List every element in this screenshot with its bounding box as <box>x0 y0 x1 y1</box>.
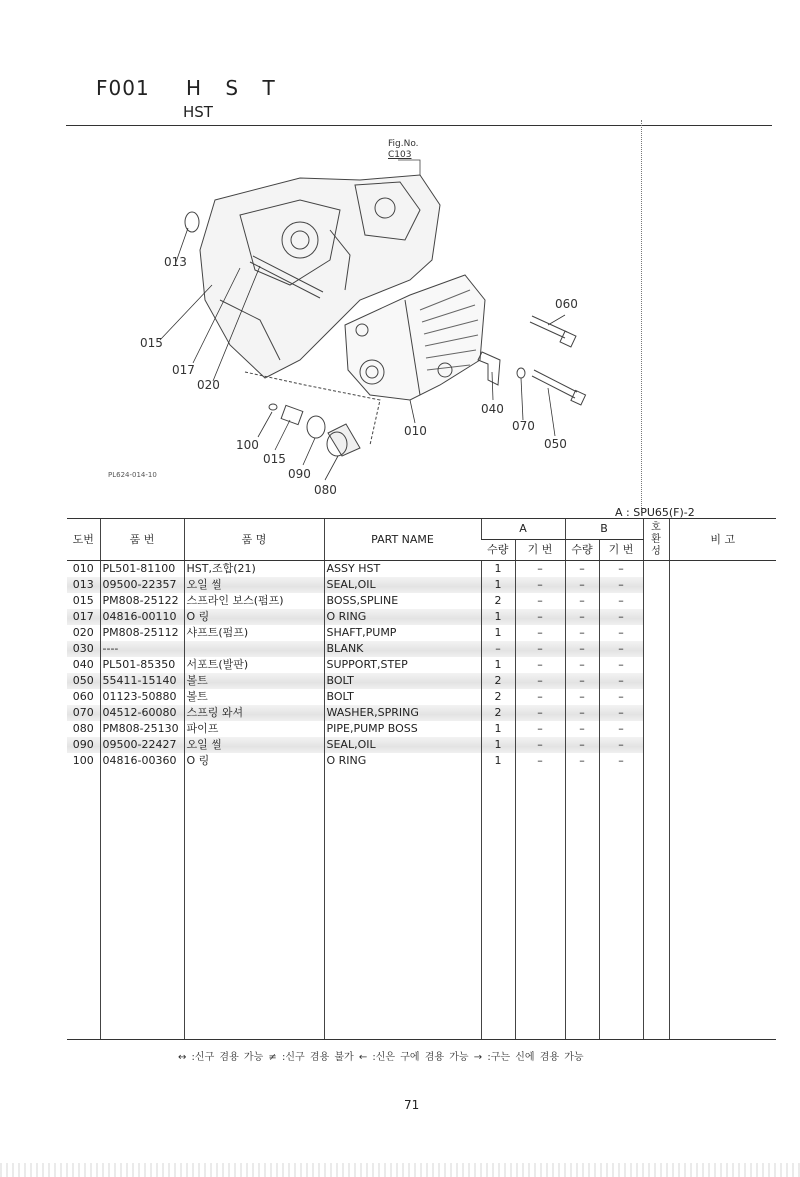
part-number-cell: PL501-85350 <box>100 657 184 673</box>
callout-090: 090 <box>288 467 311 481</box>
margin-dotted-line <box>641 120 642 512</box>
base-a-cell: – <box>515 609 565 625</box>
empty-cell <box>515 769 565 1040</box>
qty-a-cell: 2 <box>481 705 515 721</box>
base-b-cell: – <box>599 737 643 753</box>
qty-b-cell: – <box>565 561 599 578</box>
table-row <box>67 625 776 641</box>
remarks-cell <box>669 641 776 657</box>
qty-a-cell: 1 <box>481 609 515 625</box>
header-base-b: 기 번 <box>599 540 643 561</box>
ref-cell: 020 <box>72 626 94 639</box>
page-subtitle: HST <box>183 103 213 121</box>
table-row <box>67 721 776 737</box>
compat-cell <box>643 689 669 705</box>
qty-b-cell: – <box>565 593 599 609</box>
callout-060: 060 <box>555 297 578 311</box>
base-b-cell: – <box>599 561 643 578</box>
qty-a-cell: 1 <box>481 737 515 753</box>
ref-cell: 010 <box>72 562 94 575</box>
empty-cell <box>599 769 643 1040</box>
compat-cell <box>643 641 669 657</box>
callout-015: 015 <box>140 336 163 350</box>
remarks-cell <box>669 673 776 689</box>
support-step <box>478 352 500 385</box>
ref-cell: 090 <box>67 737 100 753</box>
scan-edge <box>0 1163 800 1177</box>
base-b-cell: – <box>599 593 643 609</box>
table-row <box>67 561 776 578</box>
qty-a-cell: 1 <box>481 625 515 641</box>
part-name-cell: SEAL,OIL <box>324 737 481 753</box>
parts-table <box>67 518 776 1040</box>
part-number-cell: 09500-22357 <box>100 577 184 593</box>
base-a-cell: – <box>515 641 565 657</box>
ref-cell: 013 <box>67 577 100 593</box>
part-name-cell: O RING <box>324 609 481 625</box>
empty-cell <box>100 769 184 1040</box>
base-a-cell: – <box>515 561 565 578</box>
korean-name-cell: 볼트 <box>184 689 324 705</box>
header-name-kr: 품 명 <box>184 519 324 561</box>
qty-b-cell: – <box>565 609 599 625</box>
qty-b-cell: – <box>565 657 599 673</box>
ref-cell: 017 <box>67 609 100 625</box>
compat-cell <box>643 625 669 641</box>
compat-cell <box>643 657 669 673</box>
header-group-a: A <box>481 519 565 540</box>
oil-seal-013 <box>185 212 199 232</box>
table-row <box>67 689 776 705</box>
callout-015-lower: 015 <box>263 452 286 466</box>
table-row <box>67 673 776 689</box>
page-number: 71 <box>404 1098 420 1112</box>
ref-cell: 040 <box>72 658 94 671</box>
base-b-cell: – <box>599 577 643 593</box>
header-base-a: 기 번 <box>515 540 565 561</box>
part-name-cell: PIPE,PUMP BOSS <box>324 721 481 737</box>
exploded-view-illustration <box>100 130 640 510</box>
callout-070: 070 <box>512 419 535 433</box>
remarks-cell <box>669 721 776 737</box>
compat-cell <box>643 577 669 593</box>
table-row <box>67 753 776 769</box>
remarks-cell <box>669 625 776 641</box>
korean-name-cell: 샤프트(펌프) <box>184 625 324 641</box>
callout-017: 017 <box>172 363 195 377</box>
base-a-cell: – <box>515 657 565 673</box>
header-remarks: 비 고 <box>669 519 776 561</box>
base-a-cell: – <box>515 689 565 705</box>
spring-washer <box>517 368 525 378</box>
base-b-cell: – <box>599 657 643 673</box>
compat-cell <box>643 737 669 753</box>
qty-a-cell: 2 <box>481 593 515 609</box>
remarks-cell <box>669 689 776 705</box>
callout-020: 020 <box>197 378 220 392</box>
part-number-cell: PL501-81100 <box>100 561 184 578</box>
compat-cell <box>643 721 669 737</box>
qty-b-cell: – <box>565 641 599 657</box>
empty-cell <box>643 769 669 1040</box>
remarks-cell <box>669 705 776 721</box>
korean-name-cell: 볼트 <box>184 673 324 689</box>
table-row <box>67 593 776 609</box>
table-row <box>67 577 776 593</box>
base-b-cell: – <box>599 641 643 657</box>
empty-cell <box>184 769 324 1040</box>
figure-number-label: Fig.No. <box>388 139 419 149</box>
plate-number: PL624-014-10 <box>108 471 157 479</box>
korean-name-cell: 스프라인 보스(펌프) <box>184 593 324 609</box>
korean-name-cell: O 링 <box>184 609 324 625</box>
korean-name-cell: 스프링 와셔 <box>184 705 324 721</box>
part-number-cell: 09500-22427 <box>100 737 184 753</box>
compatibility-legend: ↔ :신구 겸용 가능 ≠ :신구 겸용 불가 ← :신은 구에 겸용 가능 → :구는 신에 겸용 가능 <box>178 1052 584 1063</box>
korean-name-cell: 서포트(발판) <box>184 657 324 673</box>
header-qty-a: 수량 <box>481 540 515 561</box>
base-b-cell: – <box>599 721 643 737</box>
part-number-cell: 55411-15140 <box>100 673 184 689</box>
qty-b-cell: – <box>565 689 599 705</box>
ref-cell: 070 <box>67 705 100 721</box>
base-b-cell: – <box>599 609 643 625</box>
part-number-cell: 04816-00110 <box>100 609 184 625</box>
table-row <box>67 737 776 753</box>
callout-080: 080 <box>314 483 337 497</box>
qty-b-cell: – <box>565 673 599 689</box>
compat-cell <box>643 753 669 769</box>
qty-a-cell: – <box>481 641 515 657</box>
part-name-cell: SUPPORT,STEP <box>324 657 481 673</box>
part-name-cell: BOLT <box>324 673 481 689</box>
remarks-cell <box>669 593 776 609</box>
part-name-cell: BOSS,SPLINE <box>324 593 481 609</box>
remarks-cell <box>669 561 776 578</box>
part-number-cell: ---- <box>100 641 184 657</box>
compat-cell <box>643 705 669 721</box>
ref-cell: 015 <box>72 594 94 607</box>
qty-a-cell: 2 <box>481 673 515 689</box>
model-label: A : SPU65(F)-2 <box>615 506 695 519</box>
callout-040: 040 <box>481 402 504 416</box>
table-row <box>67 705 776 721</box>
oil-seal-090 <box>307 416 325 438</box>
o-ring-100 <box>269 404 277 410</box>
header-rule <box>66 125 772 126</box>
part-number-cell: PM808-25112 <box>100 625 184 641</box>
base-a-cell: – <box>515 577 565 593</box>
callout-050: 050 <box>544 437 567 451</box>
base-b-cell: – <box>599 625 643 641</box>
qty-a-cell: 1 <box>481 577 515 593</box>
qty-b-cell: – <box>565 705 599 721</box>
table-row <box>67 657 776 673</box>
empty-cell <box>565 769 599 1040</box>
ref-cell: 060 <box>72 690 94 703</box>
base-a-cell: – <box>515 753 565 769</box>
pump-boss-pipe <box>328 424 360 456</box>
callout-013: 013 <box>164 255 187 269</box>
page-title: H S T <box>186 76 284 100</box>
korean-name-cell: HST,조합(21) <box>184 561 324 578</box>
base-a-cell: – <box>515 625 565 641</box>
callout-010: 010 <box>404 424 427 438</box>
table-row <box>67 609 776 625</box>
qty-b-cell: – <box>565 721 599 737</box>
compat-cell <box>643 593 669 609</box>
remarks-cell <box>669 657 776 673</box>
empty-cell <box>481 769 515 1040</box>
part-name-cell: O RING <box>324 753 481 769</box>
korean-name-cell: 파이프 <box>184 721 324 737</box>
base-b-cell: – <box>599 753 643 769</box>
header-part-no: 품 번 <box>100 519 184 561</box>
qty-b-cell: – <box>565 625 599 641</box>
empty-cell <box>67 769 100 1040</box>
ref-cell: 050 <box>67 673 100 689</box>
ref-cell: 030 <box>67 641 100 657</box>
base-a-cell: – <box>515 705 565 721</box>
catalog-code: F001 <box>96 76 150 100</box>
remarks-cell <box>669 737 776 753</box>
qty-a-cell: 1 <box>481 657 515 673</box>
part-number-cell: 01123-50880 <box>100 689 184 705</box>
base-a-cell: – <box>515 673 565 689</box>
compat-cell <box>643 673 669 689</box>
qty-b-cell: – <box>565 737 599 753</box>
bolt-060 <box>530 316 567 338</box>
part-name-cell: BOLT <box>324 689 481 705</box>
table-row <box>67 641 776 657</box>
part-name-cell: WASHER,SPRING <box>324 705 481 721</box>
qty-b-cell: – <box>565 577 599 593</box>
table-empty-space <box>67 769 776 1040</box>
parts-table-body <box>67 561 776 1040</box>
figure-number-value: C103 <box>388 150 412 160</box>
korean-name-cell: O 링 <box>184 753 324 769</box>
qty-a-cell: 1 <box>481 753 515 769</box>
korean-name-cell: 오일 씰 <box>184 577 324 593</box>
compat-cell <box>643 609 669 625</box>
part-name-cell: SHAFT,PUMP <box>324 625 481 641</box>
qty-a-cell: 2 <box>481 689 515 705</box>
part-number-cell: PM808-25130 <box>100 721 184 737</box>
remarks-cell <box>669 577 776 593</box>
part-name-cell: BLANK <box>324 641 481 657</box>
base-a-cell: – <box>515 721 565 737</box>
part-number-cell: 04816-00360 <box>100 753 184 769</box>
part-number-cell: 04512-60080 <box>100 705 184 721</box>
ref-cell: 100 <box>72 754 94 767</box>
base-b-cell: – <box>599 689 643 705</box>
empty-cell <box>669 769 776 1040</box>
korean-name-cell: 오일 씰 <box>184 737 324 753</box>
header-part-name: PART NAME <box>324 519 481 561</box>
base-b-cell: – <box>599 673 643 689</box>
header-compat: 호 환 성 <box>643 519 669 561</box>
remarks-cell <box>669 753 776 769</box>
remarks-cell <box>669 609 776 625</box>
korean-name-cell <box>184 641 324 657</box>
base-a-cell: – <box>515 737 565 753</box>
part-number-cell: PM808-25122 <box>100 593 184 609</box>
callout-100: 100 <box>236 438 259 452</box>
boss-spline-015 <box>281 405 303 424</box>
empty-cell <box>324 769 481 1040</box>
part-name-cell: SEAL,OIL <box>324 577 481 593</box>
part-name-cell: ASSY HST <box>324 561 481 578</box>
base-a-cell: – <box>515 593 565 609</box>
base-b-cell: – <box>599 705 643 721</box>
header-qty-b: 수량 <box>565 540 599 561</box>
ref-cell: 080 <box>72 722 94 735</box>
qty-a-cell: 1 <box>481 561 515 578</box>
bolt-050 <box>532 370 577 398</box>
compat-cell <box>643 561 669 578</box>
qty-a-cell: 1 <box>481 721 515 737</box>
header-ref: 도번 <box>67 519 100 561</box>
qty-b-cell: – <box>565 753 599 769</box>
header-group-b: B <box>565 519 643 540</box>
